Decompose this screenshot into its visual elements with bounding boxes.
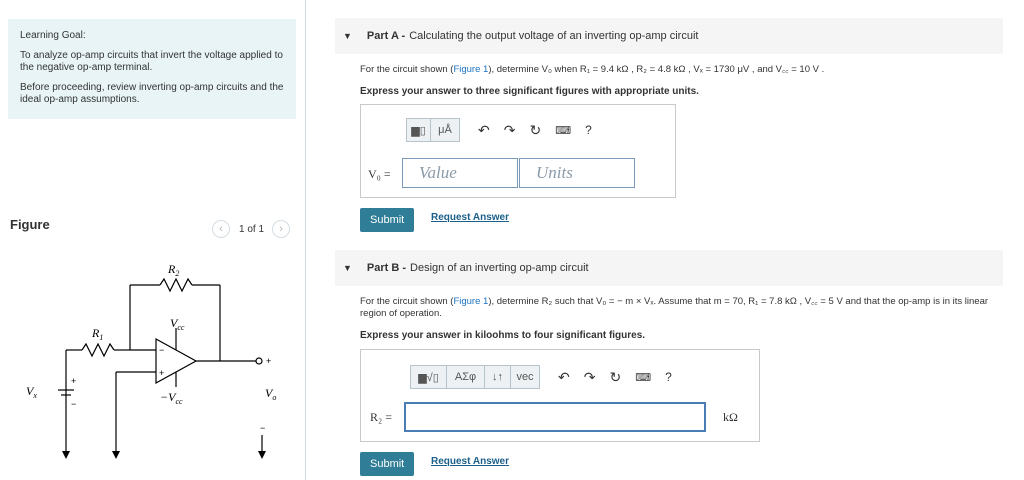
svg-text:Vx — [26, 384, 37, 400]
opamp-minus: − — [159, 345, 165, 355]
vector-button[interactable]: vec — [516, 371, 534, 383]
prev-figure-button[interactable]: ‹ — [212, 220, 230, 238]
label-r2: R — [168, 262, 176, 276]
circuit-diagram — [20, 255, 290, 465]
value-input[interactable]: Value — [402, 158, 518, 188]
templates-button[interactable]: ▆√▯ — [411, 366, 447, 388]
undo-icon[interactable]: ↶ — [558, 368, 570, 385]
part-a-label: Part A - — [366, 30, 406, 42]
next-figure-button[interactable]: › — [272, 220, 290, 238]
part-b-instruction: Express your answer in kiloohms to four significant figures. — [360, 330, 646, 341]
label-vx-sub: x — [33, 391, 37, 400]
learning-goal-title: Learning Goal: — [20, 30, 86, 41]
learning-goal-note: Before proceeding, review inverting op-amp circuits and the ideal op-amp assumptions. — [20, 82, 284, 105]
label-vx: V — [26, 384, 34, 398]
part-b-header[interactable] — [335, 250, 1003, 286]
subscript-button[interactable]: ↓↑ — [485, 366, 511, 388]
svg-text:Vcc — [170, 316, 185, 332]
svg-text:R1 — [91, 326, 103, 342]
label-vcc: V — [170, 316, 178, 330]
figure-count: 1 of 1 — [239, 223, 265, 235]
output-plus: + — [266, 356, 272, 366]
r2-input[interactable] — [404, 402, 706, 432]
part-a-question: For the circuit shown (Figure 1), determine V₀ when R₁ = 9.4 kΩ , R₂ = 4.8 kΩ , Vₓ = 1730 μV , and V꜀꜀ = 10 V . — [360, 64, 825, 75]
svg-text:−Vcc — [160, 390, 183, 406]
figure-link[interactable]: Figure 1 — [453, 64, 489, 75]
r2-label: R₂ = — [370, 410, 392, 424]
opamp-plus: + — [159, 368, 165, 378]
help-icon[interactable]: ? — [585, 123, 592, 137]
keyboard-icon[interactable]: ⌨ — [555, 124, 572, 137]
part-a-instruction: Express your answer to three significant figures with appropriate units. — [360, 86, 699, 97]
left-panel — [0, 0, 306, 480]
label-neg-vcc: −V — [160, 390, 176, 404]
right-panel — [330, 0, 1010, 480]
output-minus: − — [260, 423, 266, 433]
reset-icon[interactable]: ↻ — [609, 368, 622, 385]
templates-button[interactable]: ▆▯ — [407, 119, 431, 141]
figure-pager — [212, 220, 290, 238]
part-a-title: Calculating the output voltage of an inverting op-amp circuit — [409, 30, 699, 42]
collapse-icon[interactable]: ▼ — [343, 31, 352, 41]
r2-unit: kΩ — [723, 410, 738, 424]
label-r2-sub: 2 — [175, 269, 180, 278]
part-b-label: Part B - — [366, 262, 407, 274]
part-a-toolbar — [406, 118, 592, 142]
figure-link[interactable]: Figure 1 — [453, 296, 489, 307]
svg-text:R2 — [167, 262, 179, 278]
part-a-header[interactable] — [335, 18, 1003, 54]
collapse-icon[interactable]: ▼ — [343, 263, 352, 273]
help-icon[interactable]: ? — [665, 370, 672, 384]
reset-icon[interactable]: ↻ — [529, 121, 542, 138]
part-b-question: For the circuit shown (Figure 1), determine R₂ such that V₀ = − m × Vₓ. Assume that m = 70, R₁ = 7.8 kΩ , V꜀꜀ = 5 V and that the op-amp is in its linear region of operation. — [360, 296, 989, 319]
units-button[interactable]: μÅ — [438, 124, 452, 136]
part-b-title: Design of an inverting op-amp circuit — [410, 262, 589, 274]
part-b-toolbar — [410, 365, 672, 389]
source-plus: + — [71, 376, 77, 386]
learning-goal-text: To analyze op-amp circuits that invert the voltage applied to the negative op-amp terminal. — [20, 50, 283, 73]
label-vo: V — [265, 386, 273, 400]
part-a-submit-button[interactable]: Submit — [360, 208, 414, 232]
label-r1: R — [92, 326, 100, 340]
label-r1-sub: 1 — [99, 333, 104, 342]
learning-goal — [8, 19, 296, 119]
keyboard-icon[interactable]: ⌨ — [635, 371, 652, 384]
part-a-request-answer[interactable]: Request Answer — [431, 212, 509, 223]
label-vcc-sub: cc — [177, 323, 185, 332]
part-b-submit-button[interactable]: Submit — [360, 452, 414, 476]
figure-title: Figure — [10, 217, 50, 232]
label-neg-vcc-sub: cc — [175, 397, 183, 406]
units-input[interactable]: Units — [519, 158, 635, 188]
source-minus: − — [71, 399, 77, 409]
greek-button[interactable]: ΑΣφ — [447, 366, 485, 388]
part-b-request-answer[interactable]: Request Answer — [431, 456, 509, 467]
v0-label: V₀ = — [368, 167, 391, 181]
label-vo-sub: o — [272, 393, 277, 402]
undo-icon[interactable]: ↶ — [478, 121, 490, 138]
svg-text:Vo — [265, 386, 276, 402]
redo-icon[interactable]: ↷ — [503, 121, 516, 138]
redo-icon[interactable]: ↷ — [583, 368, 596, 385]
